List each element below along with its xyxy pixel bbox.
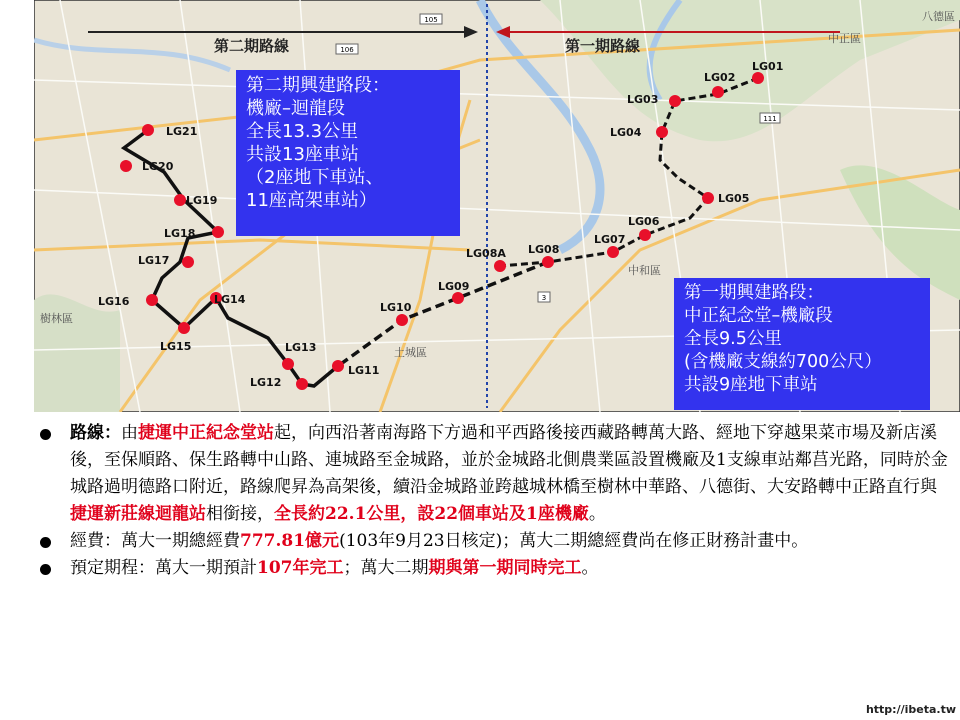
station-LG06 xyxy=(639,229,651,241)
phase2-info-line: 11座高架車站） xyxy=(246,190,377,211)
route-highlight: 捷運新莊線迴龍站 xyxy=(70,504,206,524)
watermark: http://ibeta.tw xyxy=(865,703,956,716)
phase2-banner: 第二期路線 xyxy=(214,37,290,55)
station-LG13 xyxy=(282,358,294,370)
phase1-info-line: 第一期興建路段： xyxy=(684,283,824,303)
schedule-text: ；萬大二期 xyxy=(343,558,429,578)
route-text: 。 xyxy=(588,504,606,524)
station-LG04 xyxy=(656,126,668,138)
svg-text:106: 106 xyxy=(340,46,354,54)
road-badge xyxy=(538,292,550,302)
bullet-dot-icon xyxy=(40,537,51,548)
station-LG16 xyxy=(146,294,158,306)
station-label: LG20 xyxy=(142,160,174,173)
station-label: LG07 xyxy=(594,233,626,246)
station-LG05 xyxy=(702,192,714,204)
station-LG12 xyxy=(296,378,308,390)
phase2-info-line: 第二期興建路段： xyxy=(246,75,390,96)
district-label: 中和區 xyxy=(628,264,661,277)
station-LG11 xyxy=(332,360,344,372)
station-label: LG09 xyxy=(438,280,470,293)
route-highlight: 捷運中正紀念堂站 xyxy=(138,423,274,443)
schedule-text: 。 xyxy=(581,558,599,578)
station-label: LG08A xyxy=(466,247,506,260)
svg-text:111: 111 xyxy=(763,115,777,123)
station-LG08 xyxy=(542,256,554,268)
district-label: 中正區 xyxy=(828,32,861,45)
phase1-info-line: 中正紀念堂–機廠段 xyxy=(684,306,833,326)
station-LG03 xyxy=(669,95,681,107)
phase2-info-line: 共設13座車站 xyxy=(246,144,359,165)
station-label: LG04 xyxy=(610,126,642,139)
phase2-info-line: 機廠–迴龍段 xyxy=(246,98,345,119)
station-LG07 xyxy=(607,246,619,258)
phase1-info-line: 共設9座地下車站 xyxy=(684,375,818,395)
station-LG08A xyxy=(494,260,506,272)
phase2-info-box xyxy=(236,70,460,236)
station-label: LG08 xyxy=(528,243,560,256)
district-label: 八德區 xyxy=(922,10,955,23)
phase2-info-line: （2座地下車站、 xyxy=(246,167,384,188)
station-label: LG17 xyxy=(138,254,170,267)
station-label: LG05 xyxy=(718,192,750,205)
schedule-bullet xyxy=(38,555,950,582)
station-label: LG12 xyxy=(250,376,282,389)
phase1-banner: 第一期路線 xyxy=(565,37,641,55)
cost-highlight: 777.81億元 xyxy=(240,531,340,551)
station-LG20 xyxy=(120,160,132,172)
station-LG10 xyxy=(396,314,408,326)
cost-bullet xyxy=(38,528,950,555)
bullet-dot-icon xyxy=(40,564,51,575)
route-highlight: 全長約22.1公里，設22個車站及1座機廠 xyxy=(274,504,589,524)
station-label: LG13 xyxy=(285,341,317,354)
phase1-info-box xyxy=(674,278,930,410)
station-label: LG15 xyxy=(160,340,192,353)
schedule-text: 預定期程：萬大一期預計 xyxy=(70,558,257,578)
svg-text:3: 3 xyxy=(541,294,547,302)
route-bullet xyxy=(38,420,950,528)
route-text: 起，向西沿著南海路下方過和平西路後接西藏路轉萬大路、經地下穿越果菜市場及新店溪後，至保順路、保生路轉中山路、連城路至金城路，並於金城路北側農業區設置機廠及1支線車站鄰莒光路，同時於金城路過明德路口附近，路線爬昇為高架後，續沿金城路並跨越城林橋至樹林中華路、八德街、大安路轉中正路直行與 xyxy=(70,423,948,497)
bullet-dot-icon xyxy=(40,429,51,440)
svg-text:105: 105 xyxy=(424,16,438,24)
station-LG15 xyxy=(178,322,190,334)
district-label: 土城區 xyxy=(394,346,427,359)
cost-text: 經費：萬大一期總經費 xyxy=(70,531,240,551)
station-label: LG19 xyxy=(186,194,218,207)
road-badge xyxy=(420,14,442,24)
schedule-highlight: 107年完工 xyxy=(257,558,344,578)
station-LG21 xyxy=(142,124,154,136)
station-label: LG10 xyxy=(380,301,412,314)
route-text: 由 xyxy=(121,423,138,443)
station-LG19 xyxy=(174,194,186,206)
station-label: LG14 xyxy=(214,293,246,306)
phase1-info-line: 全長9.5公里 xyxy=(684,329,782,349)
station-LG18 xyxy=(212,226,224,238)
station-label: LG16 xyxy=(98,295,130,308)
station-label: LG06 xyxy=(628,215,660,228)
road-badge xyxy=(760,113,780,123)
station-LG01 xyxy=(752,72,764,84)
phase2-info-line: 全長13.3公里 xyxy=(246,121,359,142)
cost-text: (103年9月23日核定)；萬大二期總經費尚在修正財務計畫中。 xyxy=(339,531,809,551)
station-label: LG21 xyxy=(166,125,198,138)
station-LG17 xyxy=(182,256,194,268)
station-label: LG02 xyxy=(704,71,736,84)
route-label: 路線： xyxy=(70,423,121,443)
station-label: LG18 xyxy=(164,227,196,240)
station-label: LG11 xyxy=(348,364,380,377)
station-label: LG01 xyxy=(752,60,784,73)
station-label: LG03 xyxy=(627,93,659,106)
description-bullets xyxy=(38,420,950,582)
station-LG09 xyxy=(452,292,464,304)
road-badge xyxy=(336,44,358,54)
station-LG02 xyxy=(712,86,724,98)
phase1-info-line: (含機廠支線約700公尺） xyxy=(684,352,882,372)
district-label: 樹林區 xyxy=(40,312,73,325)
route-text: 相銜接， xyxy=(206,504,274,524)
schedule-highlight: 期與第一期同時完工 xyxy=(428,558,582,578)
